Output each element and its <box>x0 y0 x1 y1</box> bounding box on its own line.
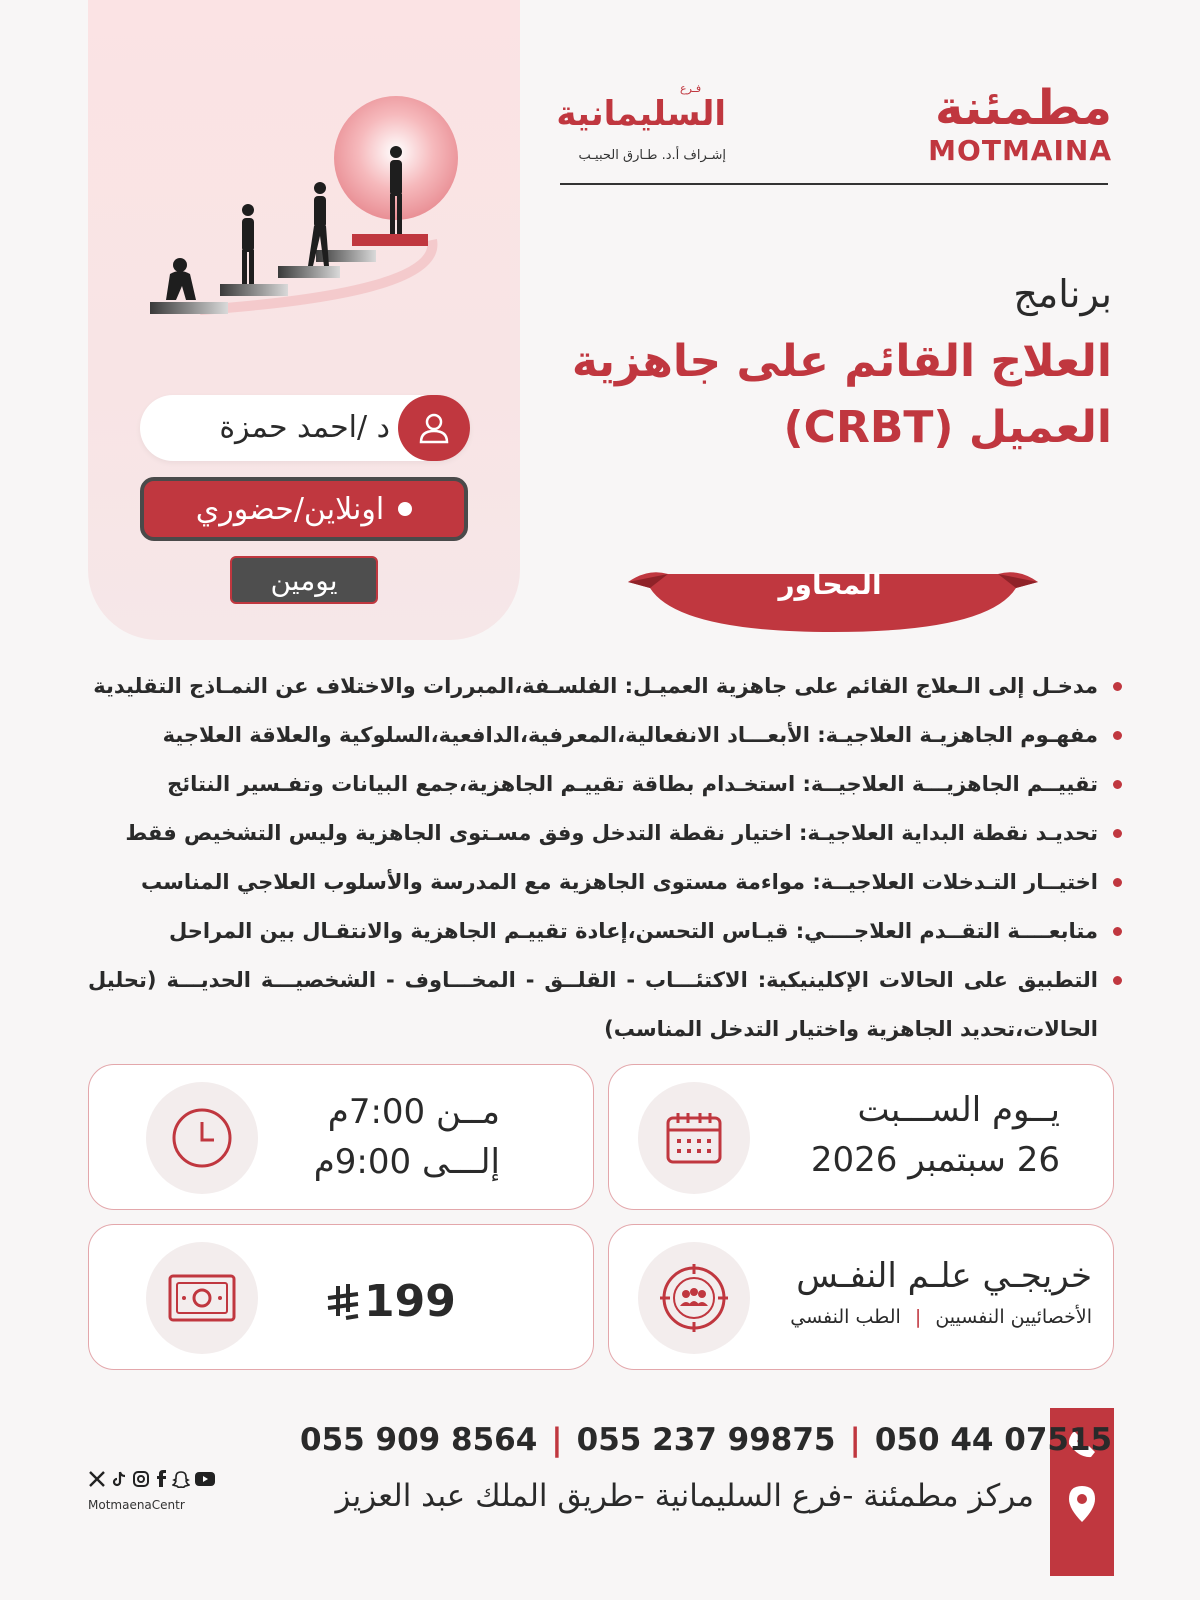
mode-badge <box>140 477 468 541</box>
brand-name-ar: مطمئنة <box>935 80 1112 136</box>
program-title-line1: العلاج القائم على جاهزية <box>571 336 1112 387</box>
section-title: المحاور <box>778 568 882 601</box>
topic-item: التطبيق على الحالات الإكلينيكية: الاكتئـــاب - القلــق - المخـــاوف - الشخصيـــة الحديـــة (تحليل الحالات،تحديد الجاهزية واختيار التدخل المناسب) <box>88 956 1124 1054</box>
branch-supervisor: إشـراف أ.د. طـارق الحبيـب <box>578 148 726 163</box>
topic-item: اختيــار التـدخلات العلاجيــة: مواءمة مستوى الجاهزية مع المدرسة والأسلوب العلاجي المناسب <box>88 858 1124 907</box>
step-top <box>352 234 428 246</box>
topic-item: مدخـل إلى الـعلاج القائم على جاهزية العميـل: الفلسـفة،المبررات والاختلاف عن النمـاذج التقليدية <box>88 662 1124 711</box>
topics-list <box>88 662 1124 1054</box>
date-day: يــوم الســـبت <box>857 1090 1060 1130</box>
price-amount: 199 <box>364 1276 456 1327</box>
brand-name-en: MOTMAINA <box>928 134 1112 167</box>
instructor-name: د /احمد حمزة <box>219 410 390 445</box>
calendar-icon <box>638 1082 750 1194</box>
audience-sub <box>760 1306 1092 1328</box>
time-to: إلـــى 9:00م <box>313 1142 500 1182</box>
social-icons <box>88 1470 216 1488</box>
phone-number[interactable]: 055 909 8564 <box>300 1422 538 1458</box>
audience-sub2: الطب النفسي <box>790 1306 901 1328</box>
x-icon[interactable] <box>88 1470 106 1488</box>
divider: | <box>551 1422 563 1458</box>
clock-icon <box>146 1082 258 1194</box>
user-icon <box>398 395 470 461</box>
facebook-icon[interactable] <box>154 1470 168 1488</box>
target-group-icon <box>638 1242 750 1354</box>
program-label: برنامج <box>1013 272 1112 316</box>
program-title-line2: العميل (CRBT) <box>783 402 1112 453</box>
youtube-icon[interactable] <box>194 1471 216 1487</box>
header-divider <box>560 183 1108 185</box>
snapchat-icon[interactable] <box>172 1470 190 1488</box>
step-2 <box>220 284 288 296</box>
phone-numbers <box>300 1422 1113 1458</box>
price-display <box>326 1276 506 1327</box>
divider: | <box>914 1306 922 1328</box>
social-handle[interactable]: MotmaenaCentr <box>88 1498 185 1512</box>
stairs-illustration <box>140 90 480 330</box>
audience-sub1: الأخصائيين النفسيين <box>935 1306 1092 1328</box>
topic-item: تحديـد نقطة البداية العلاجيـة: اختيار نقطة التدخل وفق مسـتوى الجاهزية وليس التشخيص فقط <box>88 809 1124 858</box>
banknote-icon <box>146 1242 258 1354</box>
step-3 <box>278 266 340 278</box>
divider: | <box>849 1422 861 1458</box>
phone-number[interactable]: 050 44 07515 <box>874 1422 1113 1458</box>
date-value: 26 سبتمبر 2026 <box>810 1140 1060 1180</box>
duration-badge: يومين <box>230 556 378 604</box>
riyal-icon <box>326 1282 360 1322</box>
phone-number[interactable]: 055 237 99875 <box>576 1422 836 1458</box>
address: مركز مطمئنة -فرع السليمانية -طريق الملك عبد العزيز <box>335 1478 1034 1514</box>
time-from: مــن 7:00م <box>327 1092 500 1132</box>
branch-name: السليمانية <box>556 94 726 134</box>
location-pin-icon <box>1066 1484 1098 1528</box>
topic-item: مفهـوم الجاهزيـة العلاجيـة: الأبعـــاد الانفعالية،المعرفية،الدافعية،السلوكية والعلاقة العلاجية <box>88 711 1124 760</box>
topic-item: تقييــم الجاهزيـــة العلاجيــة: استخـدام بطاقة تقييـم الجاهزية،جمع البيانات وتفـسير النتائج <box>88 760 1124 809</box>
tiktok-icon[interactable] <box>110 1470 128 1488</box>
step-1 <box>150 302 228 314</box>
audience-title: خريجـي علـم النفـس <box>796 1256 1092 1296</box>
instagram-icon[interactable] <box>132 1470 150 1488</box>
topic-item: متابعــــة التقــدم العلاجــــي: قيـاس التحسن،إعادة تقييـم الجاهزية والانتقـال بين المراحل <box>88 907 1124 956</box>
mode-label: اونلاين/حضوري <box>195 491 385 527</box>
branch-prefix: فـرع <box>680 82 702 95</box>
bullet-dot <box>398 502 412 516</box>
